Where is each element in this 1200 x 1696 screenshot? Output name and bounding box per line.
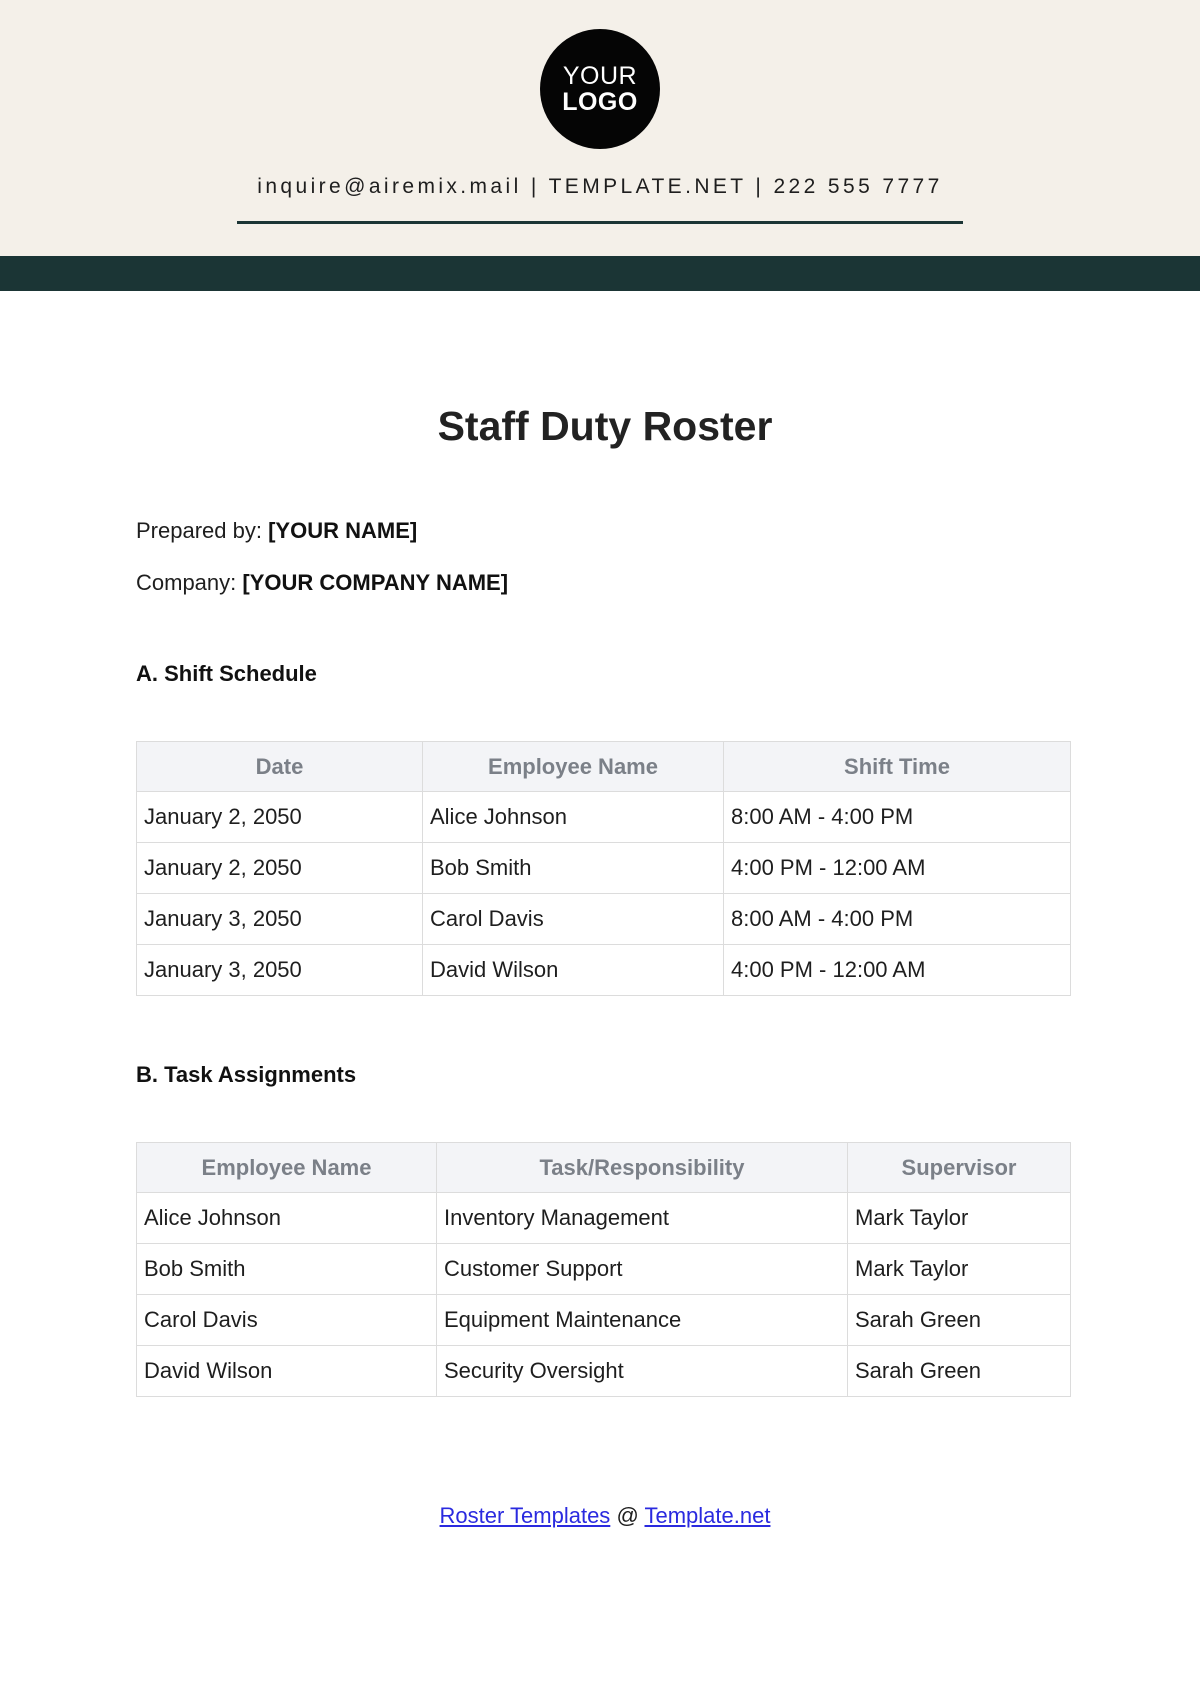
employee-name-cell: Carol Davis xyxy=(423,894,724,945)
roster-templates-link[interactable]: Roster Templates xyxy=(439,1503,611,1528)
prepared-by-line xyxy=(136,518,417,544)
supervisor-cell: Mark Taylor xyxy=(848,1193,1071,1244)
shift-time-cell: 4:00 PM - 12:00 AM xyxy=(724,945,1071,996)
table-row xyxy=(137,1193,1071,1244)
task-assignments-table xyxy=(136,1142,1071,1397)
column-header-shift-time: Shift Time xyxy=(724,742,1071,792)
prepared-by-value: [YOUR NAME] xyxy=(268,518,418,543)
logo-text-bottom: LOGO xyxy=(562,87,638,116)
company-logo xyxy=(540,29,660,149)
employee-name-cell: Alice Johnson xyxy=(137,1193,437,1244)
shift-time-cell: 8:00 AM - 4:00 PM xyxy=(724,792,1071,843)
table-header-row xyxy=(137,1143,1071,1193)
task-assignments-heading: B. Task Assignments xyxy=(136,1062,357,1087)
employee-name-cell: David Wilson xyxy=(137,1346,437,1397)
footer-credit xyxy=(0,1503,1200,1529)
employee-name-cell: David Wilson xyxy=(423,945,724,996)
logo-text-top: YOUR xyxy=(562,61,638,90)
employee-name-cell: Alice Johnson xyxy=(423,792,724,843)
task-cell: Equipment Maintenance xyxy=(437,1295,848,1346)
date-cell: January 2, 2050 xyxy=(137,792,423,843)
header-band xyxy=(0,256,1200,291)
date-cell: January 3, 2050 xyxy=(137,945,423,996)
document-title: Staff Duty Roster xyxy=(437,403,773,449)
contact-line: inquire@airemix.mail | TEMPLATE.NET | 222 555 7777 xyxy=(257,175,943,198)
company-line xyxy=(136,570,508,596)
table-row xyxy=(137,945,1071,996)
task-cell: Inventory Management xyxy=(437,1193,848,1244)
supervisor-cell: Sarah Green xyxy=(848,1295,1071,1346)
company-label: Company: xyxy=(136,570,237,595)
shift-time-cell: 4:00 PM - 12:00 AM xyxy=(724,843,1071,894)
column-header-supervisor: Supervisor xyxy=(848,1143,1071,1193)
date-cell: January 2, 2050 xyxy=(137,843,423,894)
employee-name-cell: Bob Smith xyxy=(423,843,724,894)
employee-name-cell: Carol Davis xyxy=(137,1295,437,1346)
supervisor-cell: Mark Taylor xyxy=(848,1244,1071,1295)
footer-separator: @ xyxy=(616,1503,639,1528)
column-header-employee-name: Employee Name xyxy=(137,1143,437,1193)
company-value: [YOUR COMPANY NAME] xyxy=(242,570,509,595)
shift-schedule-heading: A. Shift Schedule xyxy=(136,661,317,686)
table-row xyxy=(137,843,1071,894)
column-header-date: Date xyxy=(137,742,423,792)
employee-name-cell: Bob Smith xyxy=(137,1244,437,1295)
date-cell: January 3, 2050 xyxy=(137,894,423,945)
letterhead xyxy=(0,0,1200,256)
shift-time-cell: 8:00 AM - 4:00 PM xyxy=(724,894,1071,945)
column-header-employee-name: Employee Name xyxy=(423,742,724,792)
shift-schedule-table xyxy=(136,741,1071,996)
table-row xyxy=(137,894,1071,945)
prepared-by-label: Prepared by: xyxy=(136,518,262,543)
task-cell: Customer Support xyxy=(437,1244,848,1295)
table-row xyxy=(137,792,1071,843)
template-net-link[interactable]: Template.net xyxy=(644,1503,771,1528)
table-row xyxy=(137,1346,1071,1397)
column-header-task-responsibility: Task/Responsibility xyxy=(437,1143,848,1193)
contact-divider xyxy=(237,221,963,224)
table-row xyxy=(137,1295,1071,1346)
table-row xyxy=(137,1244,1071,1295)
supervisor-cell: Sarah Green xyxy=(848,1346,1071,1397)
table-header-row xyxy=(137,742,1071,792)
task-cell: Security Oversight xyxy=(437,1346,848,1397)
